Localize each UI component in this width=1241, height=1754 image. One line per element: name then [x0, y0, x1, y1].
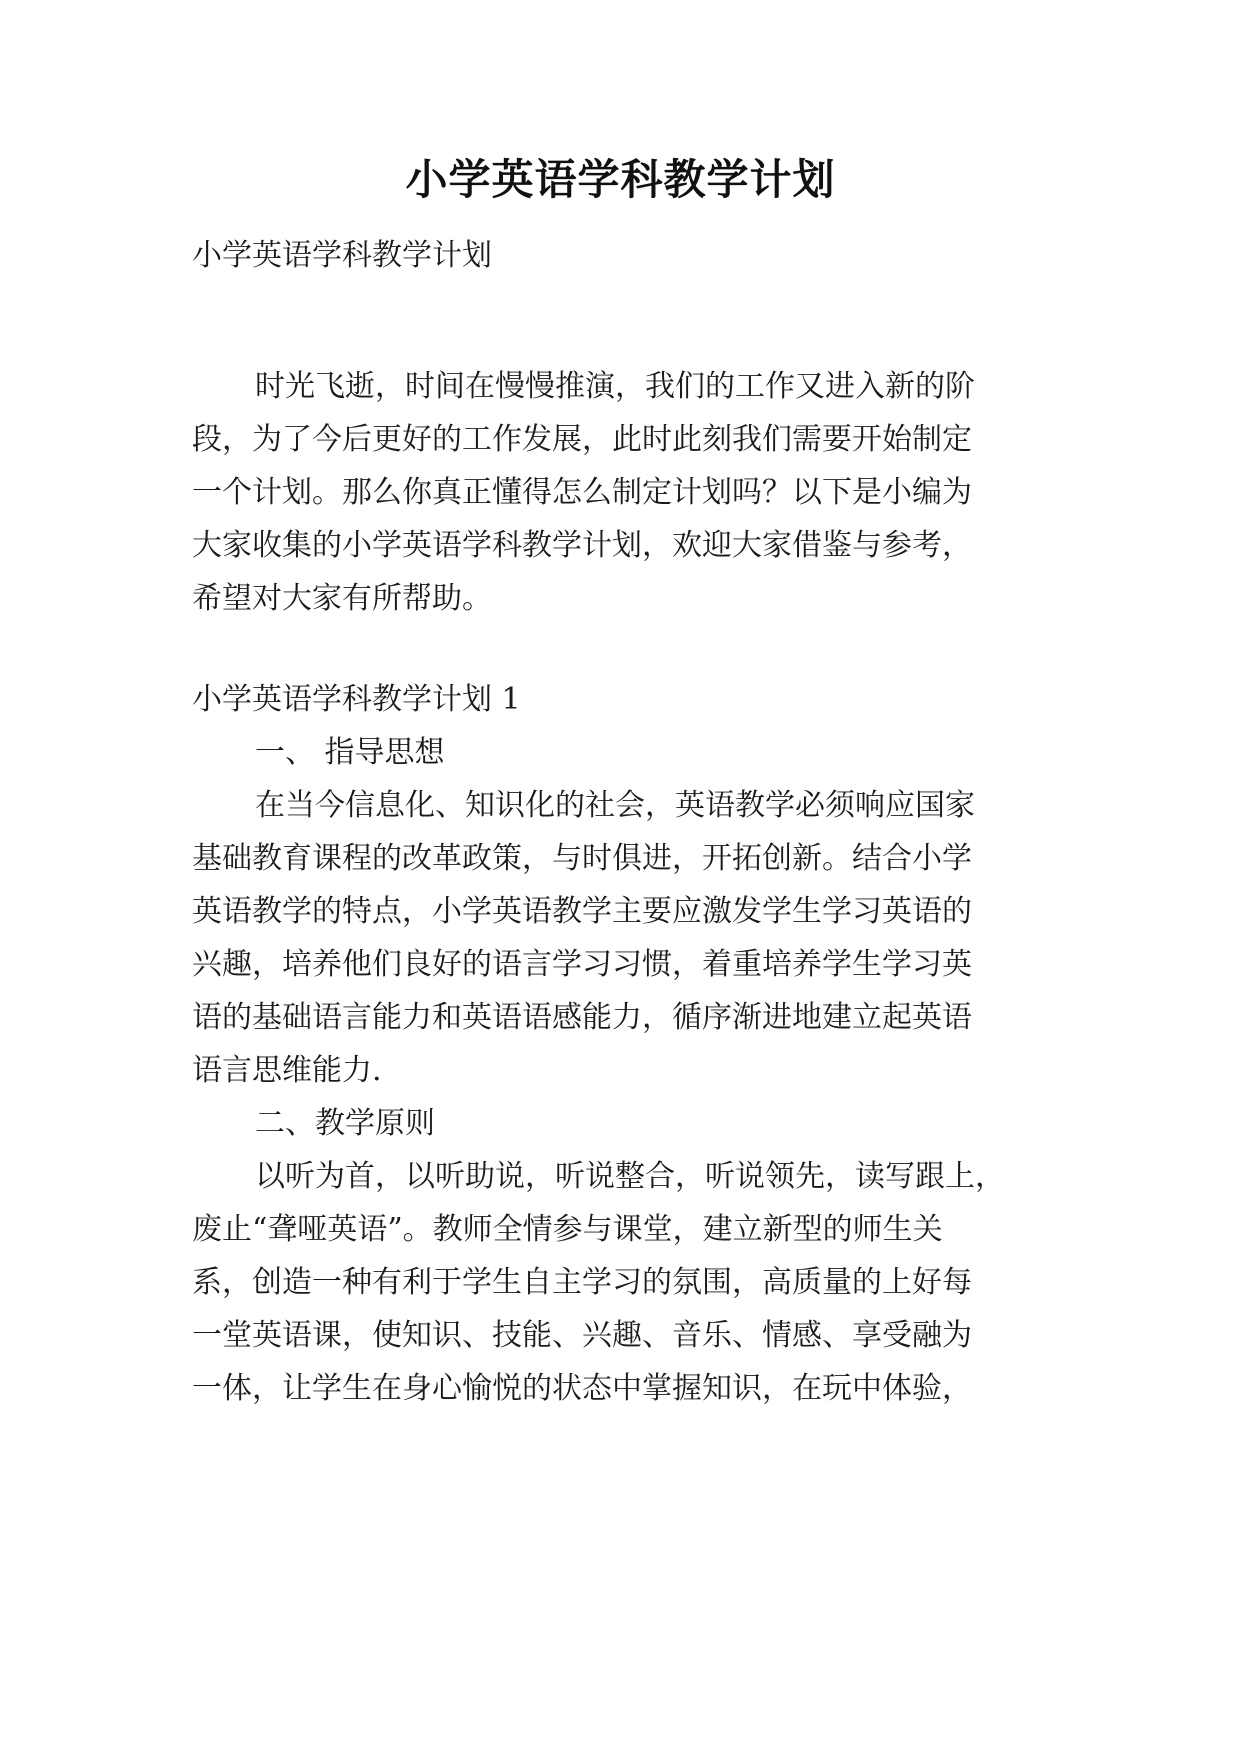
- paragraph-line: 兴趣，培养他们良好的语言学习习惯，着重培养学生学习英: [192, 947, 972, 982]
- paragraph-line: 系，创造一种有利于学生自主学习的氛围，高质量的上好每: [192, 1265, 972, 1300]
- paragraph-line: 基础教育课程的改革政策，与时俱进，开拓创新。结合小学: [192, 841, 972, 876]
- paragraph-line: 废止“聋哑英语”。教师全情参与课堂，建立新型的师生关: [192, 1212, 943, 1247]
- paragraph-line: 一堂英语课，使知识、技能、兴趣、音乐、情感、享受融为: [192, 1318, 972, 1353]
- paragraph-line: 语言思维能力.: [192, 1053, 382, 1088]
- paragraph-line: 以听为首，以听助说，听说整合，听说领先，读写跟上，: [255, 1159, 1005, 1194]
- intro-line: 一个计划。那么你真正懂得怎么制定计划吗？以下是小编为: [192, 475, 972, 510]
- document-subtitle: 小学英语学科教学计划: [192, 238, 492, 273]
- heading-teaching-principles: 二、教学原则: [255, 1106, 435, 1141]
- intro-line: 大家收集的小学英语学科教学计划，欢迎大家借鉴与参考，: [192, 528, 972, 563]
- paragraph-line: 一体，让学生在身心愉悦的状态中掌握知识，在玩中体验，: [192, 1371, 972, 1406]
- paragraph-line: 英语教学的特点，小学英语教学主要应激发学生学习英语的: [192, 894, 972, 929]
- intro-line: 段，为了今后更好的工作发展，此时此刻我们需要开始制定: [192, 422, 972, 457]
- document-title: 小学英语学科教学计划: [405, 155, 836, 204]
- section-title: 小学英语学科教学计划 1: [192, 682, 521, 717]
- intro-line: 时光飞逝，时间在慢慢推演，我们的工作又进入新的阶: [255, 369, 975, 404]
- paragraph-line: 语的基础语言能力和英语语感能力，循序渐进地建立起英语: [192, 1000, 972, 1035]
- paragraph-line: 在当今信息化、知识化的社会，英语教学必须响应国家: [255, 788, 975, 823]
- heading-guiding-thought: 一、 指导思想: [255, 735, 445, 770]
- intro-line: 希望对大家有所帮助。: [192, 581, 492, 616]
